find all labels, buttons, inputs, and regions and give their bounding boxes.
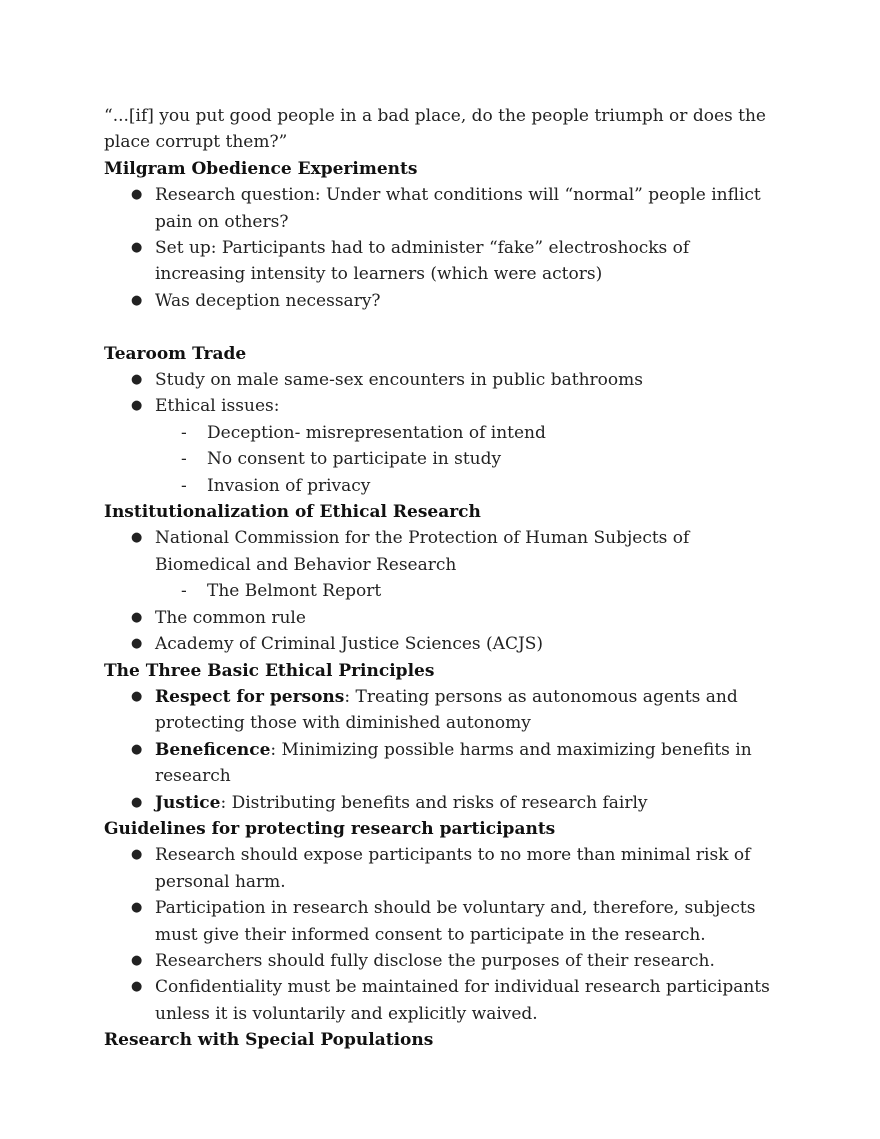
bullet-icon: ● xyxy=(131,609,143,625)
bullet-icon: ● xyxy=(131,636,143,652)
principle-text: : Distributing benefits and risks of research fairly xyxy=(220,792,648,813)
bullet-icon: ● xyxy=(131,398,143,414)
list-item xyxy=(131,948,774,974)
bullet-icon: ● xyxy=(131,900,143,916)
list-item-text: Research question: Under what conditions will “normal” people inflict pain on others? xyxy=(155,185,761,232)
bullet-icon: ● xyxy=(131,372,143,388)
dash-icon: - xyxy=(181,475,187,496)
list-item xyxy=(131,790,774,816)
list-item xyxy=(131,895,774,948)
list-item-text: Set up: Participants had to administer “fake” electroshocks of increasing intensity to learners (which were actors) xyxy=(155,238,690,285)
list-item xyxy=(131,684,774,737)
list-item xyxy=(131,235,774,288)
heading-principles: The Three Basic Ethical Principles xyxy=(104,660,435,681)
list-item-text: Study on male same-sex encounters in public bathrooms xyxy=(155,370,643,391)
sub-list-item-text: Deception- misrepresentation of intend xyxy=(207,422,546,443)
dash-icon: - xyxy=(181,449,187,470)
principle-text: : Treating persons as autonomous agents and protecting those with diminished autonomy xyxy=(155,686,738,734)
sub-list-item-text: Invasion of privacy xyxy=(207,475,371,496)
list-item xyxy=(131,182,774,235)
sub-list-item xyxy=(181,420,774,446)
dash-icon: - xyxy=(181,422,187,443)
list-item xyxy=(131,737,774,790)
principle-term: Justice xyxy=(155,792,221,813)
list-item xyxy=(131,393,774,499)
list-item-text: Was deception necessary? xyxy=(155,290,381,311)
tearoom-list xyxy=(104,367,774,499)
principle-term: Respect for persons xyxy=(155,686,345,707)
list-item-text: National Commission for the Protection of Human Subjects of Biomedical and Behavior Research xyxy=(155,528,690,575)
heading-milgram: Milgram Obedience Experiments xyxy=(104,158,418,179)
list-item xyxy=(131,525,774,604)
list-item xyxy=(131,842,774,895)
list-item-text: The common rule xyxy=(155,607,306,628)
list-item-text: Academy of Criminal Justice Sciences (ACJS) xyxy=(155,634,544,655)
document-page xyxy=(104,103,774,1054)
bullet-icon: ● xyxy=(131,187,143,203)
bullet-icon: ● xyxy=(131,794,143,810)
tearoom-sublist xyxy=(155,420,774,499)
list-item-text: Confidentiality must be maintained for individual research participants unless it is voluntarily and explicitly waived. xyxy=(155,977,770,1024)
sub-list-item-text: No consent to participate in study xyxy=(207,449,502,470)
list-item xyxy=(131,605,774,631)
heading-guidelines: Guidelines for protecting research participants xyxy=(104,818,556,839)
list-item xyxy=(131,631,774,657)
sub-list-item-text: The Belmont Report xyxy=(207,581,382,602)
principle-text: : Minimizing possible harms and maximizing benefits in research xyxy=(155,739,752,787)
bullet-icon: ● xyxy=(131,979,143,995)
milgram-list xyxy=(104,182,774,314)
list-item-text: Researchers should fully disclose the purposes of their research. xyxy=(155,950,715,971)
institutionalization-sublist xyxy=(155,578,774,604)
blank-line xyxy=(104,314,774,340)
sub-list-item xyxy=(181,578,774,604)
bullet-icon: ● xyxy=(131,240,143,256)
heading-tearoom: Tearoom Trade xyxy=(104,343,247,364)
list-item xyxy=(131,974,774,1027)
dash-icon: - xyxy=(181,581,187,602)
intro-quote: “...[if] you put good people in a bad place, do the people triumph or does the place corrupt them?” xyxy=(104,106,766,153)
list-item xyxy=(131,367,774,393)
list-item-text: Research should expose participants to no more than minimal risk of personal harm. xyxy=(155,845,751,892)
heading-special-populations: Research with Special Populations xyxy=(104,1030,434,1051)
bullet-icon: ● xyxy=(131,530,143,546)
institutionalization-list xyxy=(104,525,774,657)
sub-list-item xyxy=(181,446,774,472)
bullet-icon: ● xyxy=(131,952,143,968)
bullet-icon: ● xyxy=(131,847,143,863)
bullet-icon: ● xyxy=(131,688,143,704)
list-item xyxy=(131,288,774,314)
bullet-icon: ● xyxy=(131,741,143,757)
principles-list xyxy=(104,684,774,816)
bullet-icon: ● xyxy=(131,292,143,308)
principle-term: Beneficence xyxy=(155,739,271,760)
sub-list-item xyxy=(181,473,774,499)
list-item-text: Ethical issues: xyxy=(155,396,280,417)
list-item-text: Participation in research should be voluntary and, therefore, subjects must give their informed consent to participate in the research. xyxy=(155,898,756,945)
heading-institutionalization: Institutionalization of Ethical Research xyxy=(104,502,481,523)
guidelines-list xyxy=(104,842,774,1027)
